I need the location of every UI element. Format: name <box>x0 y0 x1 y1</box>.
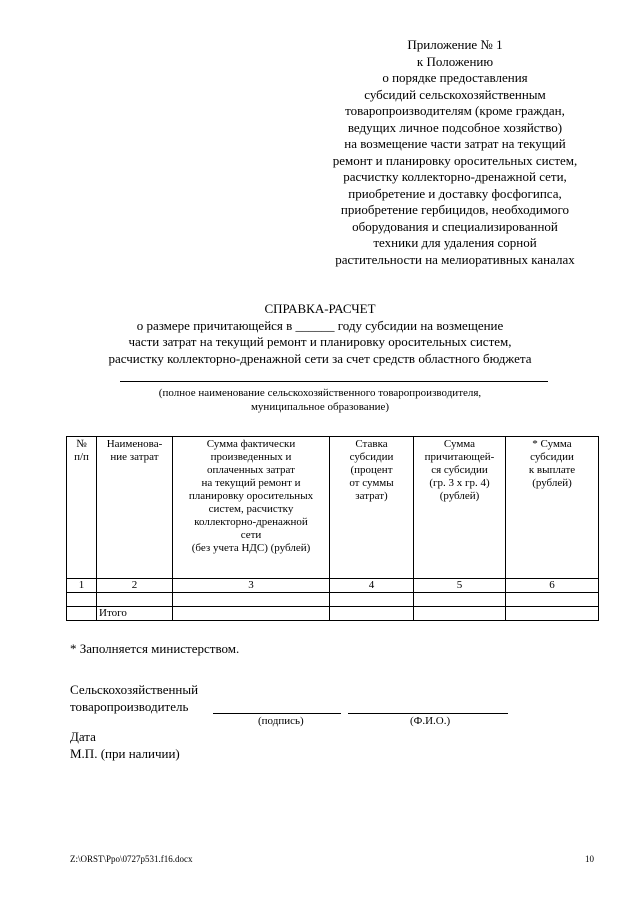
caption-line: муниципальное образование) <box>250 401 390 413</box>
producer-name-line <box>120 381 548 382</box>
appendix-line: приобретение и доставку фосфогипса, <box>348 185 562 201</box>
appendix-line: ведущих личное подсобное хозяйство) <box>347 119 563 135</box>
date-stamp-block <box>70 729 180 762</box>
signature-line <box>213 713 341 714</box>
column-number: 3 <box>173 579 330 593</box>
table-cell <box>173 593 330 607</box>
appendix-line: на возмещение части затрат на текущий <box>344 136 566 151</box>
appendix-line: товаропроизводителям (кроме граждан, <box>345 103 565 118</box>
appendix-line: к Положению <box>416 53 494 69</box>
caption-line: (полное наименование сельскохозяйственного товаропроизводителя, <box>158 387 482 399</box>
header-cell: № п/п <box>67 437 97 579</box>
appendix-line: оборудования и специализированной <box>352 218 558 234</box>
title-line: расчистку коллекторно-дренажной сети за счет средств областного бюджета <box>108 350 532 366</box>
document-title <box>40 301 600 367</box>
signature-caption: (подпись) <box>258 715 304 727</box>
appendix-line: приобретение гербицидов, необходимого <box>340 202 570 217</box>
table-cell <box>97 593 173 607</box>
header-cell: Сумма причитающей- ся субсидии (гр. 3 x гр. 4) (рублей) <box>414 437 506 579</box>
table-cell <box>414 607 506 621</box>
table-cell <box>330 593 414 607</box>
signature-label-line2: товаропроизводитель <box>70 698 189 714</box>
fio-line <box>348 713 508 714</box>
appendix-line: субсидий сельскохозяйственным <box>364 86 546 102</box>
table-cell <box>173 607 330 621</box>
column-number: 4 <box>330 579 414 593</box>
table-cell <box>506 607 599 621</box>
table-row-empty <box>67 593 599 607</box>
table-cell <box>67 593 97 607</box>
table-header-row <box>67 437 599 579</box>
appendix-line: ремонт и планировку оросительных систем, <box>332 152 578 168</box>
appendix-line: Приложение № 1 <box>407 37 503 52</box>
title-line: о размере причитающейся в ______ году субсидии на возмещение <box>136 317 504 333</box>
table-row-total <box>67 607 599 621</box>
title-heading: СПРАВКА-РАСЧЕТ <box>264 301 376 316</box>
title-line: части затрат на текущий ремонт и планировку оросительных систем, <box>128 334 512 349</box>
calculation-table <box>66 436 599 621</box>
signature-label-line1: Сельскохозяйственный <box>70 682 199 697</box>
date-label: Дата <box>70 729 96 744</box>
producer-name-caption <box>100 386 540 414</box>
page-number: 10 <box>585 854 594 864</box>
appendix-line: о порядке предоставления <box>382 70 528 85</box>
signature-block <box>70 682 198 715</box>
header-cell: Сумма фактически произведенных и оплаченных затрат на текущий ремонт и планировку оросительных систем, расчистку коллекторно-дренажной сети (без учета НДС) (рублей) <box>173 437 330 579</box>
fio-caption: (Ф.И.О.) <box>410 715 451 727</box>
column-number: 5 <box>414 579 506 593</box>
total-label: Итого <box>97 607 173 621</box>
column-number: 2 <box>97 579 173 593</box>
column-number: 1 <box>67 579 97 593</box>
appendix-line: расчистку коллекторно-дренажной сети, <box>343 169 567 184</box>
appendix-block <box>305 37 605 268</box>
table-cell <box>414 593 506 607</box>
appendix-line: растительности на мелиоративных каналах <box>335 251 575 267</box>
column-number-row <box>67 579 599 593</box>
appendix-line: техники для удаления сорной <box>373 235 537 250</box>
column-number: 6 <box>506 579 599 593</box>
stamp-label: М.П. (при наличии) <box>70 745 180 761</box>
header-cell: Наименова- ние затрат <box>97 437 173 579</box>
footnote: * Заполняется министерством. <box>70 641 240 656</box>
table-cell <box>506 593 599 607</box>
table-cell <box>67 607 97 621</box>
header-cell: Ставка субсидии (процент от суммы затрат) <box>330 437 414 579</box>
footer-file-path: Z:\ORST\Ppo\0727p531.f16.docx <box>70 854 193 864</box>
table-cell <box>330 607 414 621</box>
header-cell: * Сумма субсидии к выплате (рублей) <box>506 437 599 579</box>
